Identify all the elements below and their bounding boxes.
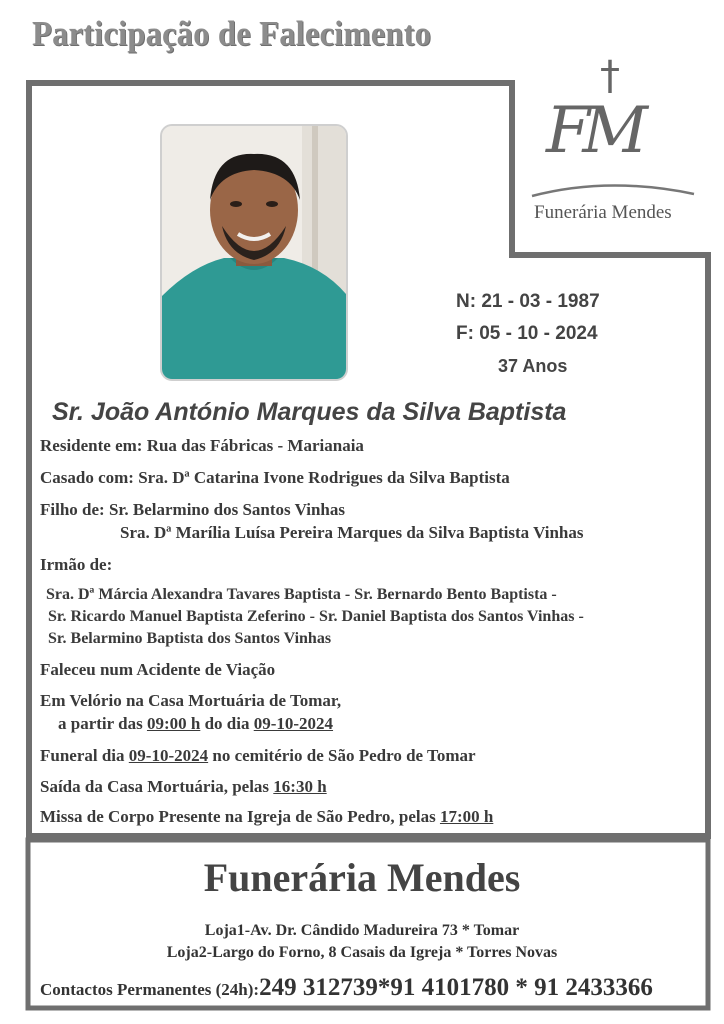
siblings-line-3: Sr. Belarmino Baptista dos Santos Vinhas bbox=[48, 630, 332, 647]
age: 37 Anos bbox=[498, 356, 568, 376]
mass-prefix: Missa de Corpo Presente na Igreja de São Pedro, pelas bbox=[40, 807, 436, 826]
funeral-date: 09-10-2024 bbox=[128, 746, 209, 765]
birth-date: N: 21 - 03 - 1987 bbox=[456, 291, 600, 312]
siblings-line-2: Sr. Ricardo Manuel Baptista Zeferino - Sr. Daniel Baptista dos Santos Vinhas - bbox=[48, 608, 584, 625]
cross-icon: † bbox=[600, 53, 620, 99]
page-title: Participação de Falecimento bbox=[32, 14, 432, 53]
residence: Residente em: Rua das Fábricas - Marianaia bbox=[40, 436, 364, 455]
store-1-address: Loja1-Av. Dr. Cândido Madureira 73 * Tomar bbox=[204, 922, 520, 939]
logo-swoosh bbox=[528, 174, 698, 202]
contacts-label: Contactos Permanentes (24h): bbox=[40, 980, 260, 999]
funeral-prefix: Funeral dia bbox=[40, 746, 125, 765]
deceased-portrait bbox=[160, 124, 348, 381]
store-2-address: Loja2-Largo do Forno, 8 Casais da Igreja * Torres Novas bbox=[166, 944, 558, 961]
logo-monogram: FM bbox=[546, 94, 640, 168]
death-date: F: 05 - 10 - 2024 bbox=[456, 323, 598, 344]
wake-schedule bbox=[58, 713, 724, 735]
wake-mid: do dia bbox=[204, 714, 250, 733]
parents-father: Filho de: Sr. Belarmino dos Santos Vinhas bbox=[40, 500, 345, 519]
parents-mother: Sra. Dª Marília Luísa Pereira Marques da Silva Baptista Vinhas bbox=[120, 523, 584, 542]
wake-location: Em Velório na Casa Mortuária de Tomar, bbox=[40, 691, 342, 710]
cause-of-death: Faleceu num Acidente de Viação bbox=[40, 660, 276, 679]
wake-prefix: a partir das bbox=[58, 714, 143, 733]
contacts bbox=[40, 974, 653, 1002]
footer-brand: Funerária Mendes bbox=[203, 855, 521, 900]
wake-date: 09-10-2024 bbox=[253, 714, 334, 733]
wake-time: 09:00 h bbox=[146, 714, 201, 733]
departure-time: 16:30 h bbox=[273, 777, 327, 796]
spouse: Casado com: Sra. Dª Catarina Ivone Rodrigues da Silva Baptista bbox=[40, 468, 510, 487]
life-dates bbox=[456, 286, 600, 382]
mass-time: 17:00 h bbox=[439, 807, 494, 826]
logo-name: Funerária Mendes bbox=[534, 202, 672, 223]
mass-info bbox=[40, 806, 706, 828]
siblings-line-1: Sra. Dª Márcia Alexandra Tavares Baptista - Sr. Bernardo Bento Baptista - bbox=[46, 586, 557, 603]
departure-info bbox=[40, 776, 706, 798]
funeral-info bbox=[40, 745, 706, 767]
contacts-numbers: 249 312739*91 4101780 * 91 2433366 bbox=[259, 974, 653, 1001]
departure-prefix: Saída da Casa Mortuária, pelas bbox=[40, 777, 270, 796]
funeral-suffix: no cemitério de São Pedro de Tomar bbox=[212, 746, 476, 765]
funeral-home-logo bbox=[528, 53, 698, 226]
deceased-name: Sr. João António Marques da Silva Baptista bbox=[52, 398, 567, 426]
siblings-label: Irmão de: bbox=[40, 555, 113, 574]
